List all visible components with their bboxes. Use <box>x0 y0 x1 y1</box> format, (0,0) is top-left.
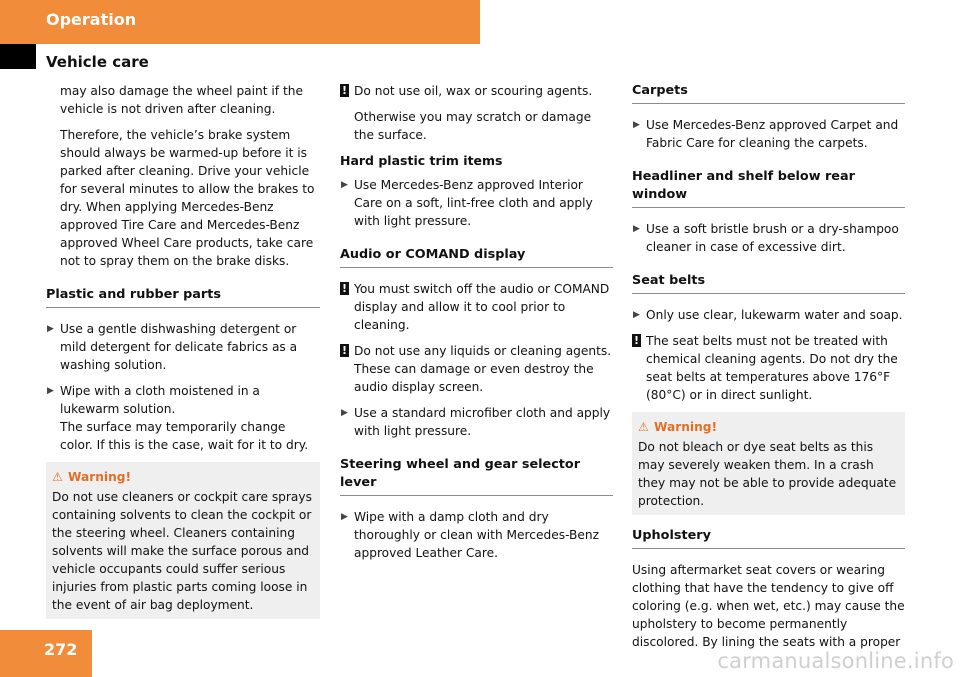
corner-marker <box>0 44 36 69</box>
heading-upholstery: Upholstery <box>632 527 905 549</box>
heading-audio-comand: Audio or COMAND display <box>340 246 613 268</box>
watermark: carmanualsonline.info <box>717 649 954 673</box>
arrow-icon: ▶ <box>341 408 348 418</box>
warning-box <box>632 412 905 515</box>
arrow-icon: ▶ <box>47 324 54 334</box>
paragraph: may also damage the wheel paint if the vehicle is not driven after cleaning. <box>60 84 303 116</box>
column-2 <box>340 82 613 570</box>
column-1 <box>46 82 320 631</box>
heading-seat-belts: Seat belts <box>632 272 905 294</box>
heading-plastic-rubber: Plastic and rubber parts <box>46 286 320 308</box>
list-item: ▶ Use a standard microfiber cloth and apply with light pressure. <box>341 406 611 438</box>
paragraph: Using aftermarket seat covers or wearing clothing that have the tendency to give off coloring (e.g. when wet, etc.) may cause the upholstery to become permanently discolored. By lining the seats with a proper <box>632 563 905 649</box>
list-item: ▶ Wipe with a damp cloth and dry thoroughly or clean with Mercedes-Benz approved Leather Care. <box>341 510 600 560</box>
heading-steering-wheel: Steering wheel and gear selector lever <box>340 456 613 496</box>
note: ! You must switch off the audio or COMAND display and allow it to cool prior to cleaning. <box>341 282 610 332</box>
note: ! Do not use any liquids or cleaning agents. These can damage or even destroy the audio display screen. <box>341 344 612 394</box>
note: ! The seat belts must not be treated with chemical cleaning agents. Do not dry the seat belts at temperatures above 176°F (80°C) or in direct sunlight. <box>633 334 898 402</box>
exclamation-icon: ! <box>341 282 348 295</box>
arrow-icon: ▶ <box>633 224 640 234</box>
exclamation-icon: ! <box>341 84 348 97</box>
list-item: ▶ Use Mercedes-Benz approved Interior Care on a soft, lint-free cloth and apply with light pressure. <box>341 178 593 228</box>
arrow-icon: ▶ <box>633 310 640 320</box>
paragraph: Otherwise you may scratch or damage the surface. <box>354 110 592 142</box>
heading-hard-plastic: Hard plastic trim items <box>340 153 503 168</box>
list-item: ▶ Use a gentle dishwashing detergent or mild detergent for delicate fabrics as a washing solution. <box>47 322 298 372</box>
subsection-title: Vehicle care <box>46 53 149 71</box>
warning-text: Do not bleach or dye seat belts as this may severely weaken them. In a crash they may not be able to provide adequate protection. <box>638 440 897 508</box>
note: ! Do not use oil, wax or scouring agents. <box>341 84 593 98</box>
list-item: ▶ Only use clear, lukewarm water and soap. <box>633 308 903 322</box>
warning-header: ⚠ Warning! <box>638 420 718 434</box>
arrow-icon: ▶ <box>633 120 640 130</box>
warning-triangle-icon: ⚠ <box>638 420 649 434</box>
warning-text: Do not use cleaners or cockpit care sprays containing solvents to clean the cockpit or the steering wheel. Cleaners containing solvents will make the surface porous and vehicle occupants could suffer serious injuries from plastic parts coming loose in the event of air bag deployment. <box>52 490 312 612</box>
list-item: ▶ Wipe with a cloth moistened in a lukewarm solution. The surface may temporarily change color. If this is the case, wait for it to dry. <box>47 384 309 452</box>
list-item: ▶ Use Mercedes-Benz approved Carpet and Fabric Care for cleaning the carpets. <box>633 118 899 150</box>
arrow-icon: ▶ <box>341 512 348 522</box>
heading-headliner: Headliner and shelf below rear window <box>632 168 905 208</box>
warning-header: ⚠ Warning! <box>52 470 132 484</box>
warning-box <box>46 462 320 619</box>
warning-triangle-icon: ⚠ <box>52 470 63 484</box>
paragraph: Therefore, the vehicle’s brake system should always be warmed-up before it is parked after cleaning. Drive your vehicle for several minutes to allow the brakes to dry. When applying Mercedes-Benz approved Tire Care and Mercedes-Benz approved Wheel Care products, take care not to spray them on the brake disks. <box>60 128 315 268</box>
section-title: Operation <box>46 10 137 29</box>
heading-carpets: Carpets <box>632 82 905 104</box>
exclamation-icon: ! <box>341 344 348 357</box>
exclamation-icon: ! <box>633 334 640 347</box>
arrow-icon: ▶ <box>47 386 54 396</box>
column-3 <box>632 82 905 659</box>
list-item: ▶ Use a soft bristle brush or a dry-shampoo cleaner in case of excessive dirt. <box>633 222 899 254</box>
page-number: 272 <box>44 640 78 659</box>
arrow-icon: ▶ <box>341 180 348 190</box>
